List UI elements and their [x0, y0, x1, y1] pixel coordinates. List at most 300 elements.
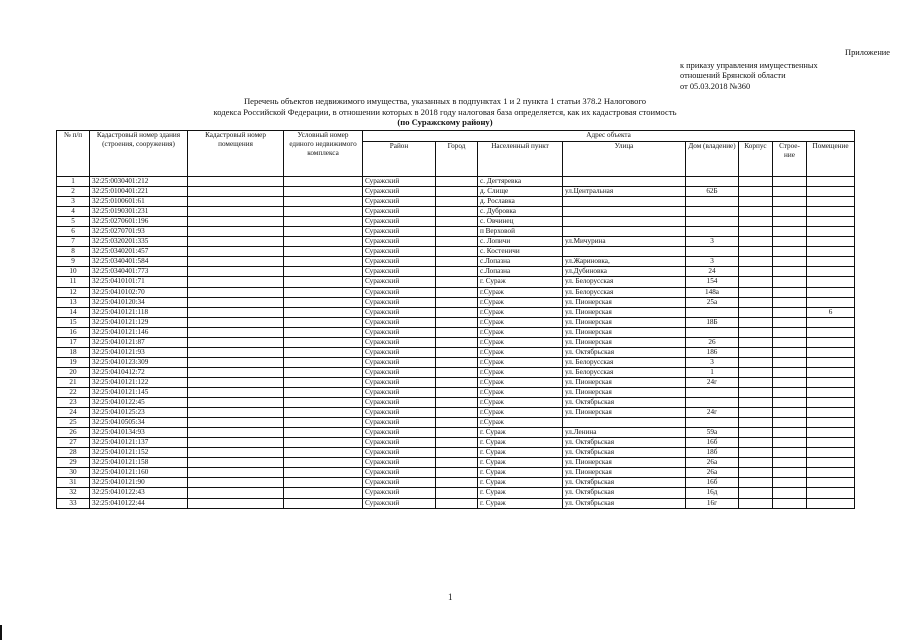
- table-cell: [563, 177, 686, 187]
- table-cell: [436, 367, 478, 377]
- table-cell: Суражский: [363, 498, 436, 508]
- header-district: Район: [363, 142, 436, 177]
- table-cell: [188, 337, 284, 347]
- table-cell: [807, 317, 855, 327]
- table-cell: [188, 387, 284, 397]
- table-cell: 26а: [686, 458, 739, 468]
- table-cell: [436, 387, 478, 397]
- table-cell: [807, 327, 855, 337]
- table-cell: [436, 357, 478, 367]
- table-cell: [284, 257, 363, 267]
- table-cell: [773, 247, 807, 257]
- table-cell: 11: [57, 277, 90, 287]
- table-cell: г. Сураж: [478, 468, 563, 478]
- table-cell: [773, 398, 807, 408]
- table-cell: Суражский: [363, 297, 436, 307]
- table-cell: ул.Мичурина: [563, 237, 686, 247]
- table-cell: 32:25:0410121:137: [90, 438, 188, 448]
- table-cell: [807, 277, 855, 287]
- table-cell: [436, 257, 478, 267]
- table-cell: Суражский: [363, 217, 436, 227]
- table-cell: [188, 247, 284, 257]
- table-cell: [739, 237, 773, 247]
- table-cell: Суражский: [363, 468, 436, 478]
- table-cell: с.Лопазна: [478, 257, 563, 267]
- table-cell: [284, 207, 363, 217]
- table-cell: ул. Октябрьская: [563, 347, 686, 357]
- table-cell: 8: [57, 247, 90, 257]
- table-cell: [188, 187, 284, 197]
- table-cell: ул. Белорусская: [563, 277, 686, 287]
- table-cell: [807, 418, 855, 428]
- table-cell: [773, 317, 807, 327]
- table-cell: [188, 458, 284, 468]
- table-cell: г.Сураж: [478, 418, 563, 428]
- table-row: [57, 257, 855, 267]
- table-row: [57, 187, 855, 197]
- table-cell: [739, 418, 773, 428]
- table-cell: [739, 498, 773, 508]
- table-cell: [436, 327, 478, 337]
- table-cell: [188, 408, 284, 418]
- table-cell: [807, 187, 855, 197]
- table-cell: [436, 428, 478, 438]
- table-cell: [686, 247, 739, 257]
- table-cell: Суражский: [363, 387, 436, 397]
- table-cell: [284, 267, 363, 277]
- table-cell: 32:25:0410125:23: [90, 408, 188, 418]
- table-cell: [436, 247, 478, 257]
- table-cell: [284, 287, 363, 297]
- table-cell: [739, 458, 773, 468]
- table-cell: [773, 418, 807, 428]
- table-cell: г.Сураж: [478, 398, 563, 408]
- table-cell: 14: [57, 307, 90, 317]
- table-cell: [686, 307, 739, 317]
- table-cell: [188, 438, 284, 448]
- table-cell: [807, 227, 855, 237]
- table-cell: [739, 347, 773, 357]
- table-row: [57, 498, 855, 508]
- table-cell: [807, 177, 855, 187]
- table-cell: Суражский: [363, 398, 436, 408]
- table-cell: [807, 488, 855, 498]
- table-cell: ул.Центральная: [563, 187, 686, 197]
- document-subtitle: (по Суражскому району): [397, 117, 493, 127]
- table-cell: [686, 197, 739, 207]
- table-cell: [807, 357, 855, 367]
- table-row: [57, 337, 855, 347]
- table-cell: с. Дегтяревка: [478, 177, 563, 187]
- table-cell: 26: [57, 428, 90, 438]
- table-cell: 32:25:0410121:129: [90, 317, 188, 327]
- table-cell: [284, 197, 363, 207]
- table-cell: [773, 267, 807, 277]
- table-cell: ул. Пионерская: [563, 317, 686, 327]
- header-settlement: Населенный пункт: [478, 142, 563, 177]
- table-cell: 5: [57, 217, 90, 227]
- table-cell: 28: [57, 448, 90, 458]
- table-cell: 2: [57, 187, 90, 197]
- table-cell: [773, 428, 807, 438]
- table-cell: [686, 398, 739, 408]
- table-row: [57, 367, 855, 377]
- table-cell: [773, 207, 807, 217]
- table-cell: 29: [57, 458, 90, 468]
- table-cell: [686, 387, 739, 397]
- table-cell: 16б: [686, 478, 739, 488]
- table-cell: 32:25:0410121:87: [90, 337, 188, 347]
- table-cell: г.Сураж: [478, 357, 563, 367]
- table-cell: [773, 257, 807, 267]
- table-row: [57, 438, 855, 448]
- table-cell: [188, 237, 284, 247]
- table-cell: г. Сураж: [478, 448, 563, 458]
- table-cell: 10: [57, 267, 90, 277]
- table-row: [57, 398, 855, 408]
- table-cell: [188, 227, 284, 237]
- table-cell: [436, 197, 478, 207]
- table-cell: 186: [686, 347, 739, 357]
- page-number: 1: [448, 592, 453, 602]
- table-cell: [773, 448, 807, 458]
- table-cell: [739, 257, 773, 267]
- appendix-line: от 05.03.2018 №360: [680, 81, 751, 91]
- table-cell: 32:25:0410121:118: [90, 307, 188, 317]
- table-cell: [284, 398, 363, 408]
- table-cell: Суражский: [363, 448, 436, 458]
- table-cell: 3: [57, 197, 90, 207]
- table-cell: 27: [57, 438, 90, 448]
- table-cell: 25а: [686, 297, 739, 307]
- header-address: Адрес объекта: [363, 131, 855, 142]
- table-cell: [188, 307, 284, 317]
- table-cell: 32:25:0410121:93: [90, 347, 188, 357]
- table-cell: 32:25:0270601:196: [90, 217, 188, 227]
- table-cell: г. Сураж: [478, 498, 563, 508]
- table-cell: [739, 197, 773, 207]
- table-cell: 32:25:0410123:309: [90, 357, 188, 367]
- table-cell: [686, 177, 739, 187]
- table-cell: [563, 217, 686, 227]
- table-cell: [807, 438, 855, 448]
- table-cell: г. Сураж: [478, 277, 563, 287]
- table-cell: г. Сураж: [478, 438, 563, 448]
- header-num: № п/п: [57, 131, 90, 177]
- table-cell: ул. Белорусская: [563, 287, 686, 297]
- table-cell: 62Б: [686, 187, 739, 197]
- table-cell: [284, 448, 363, 458]
- table-cell: [284, 347, 363, 357]
- table-cell: 26а: [686, 468, 739, 478]
- table-cell: [773, 347, 807, 357]
- property-table: [56, 130, 855, 509]
- table-cell: Суражский: [363, 227, 436, 237]
- table-cell: Суражский: [363, 347, 436, 357]
- table-cell: ул. Октябрьская: [563, 398, 686, 408]
- table-cell: [773, 357, 807, 367]
- table-cell: ул. Октябрьская: [563, 498, 686, 508]
- table-cell: [436, 217, 478, 227]
- table-cell: [188, 347, 284, 357]
- table-cell: [807, 478, 855, 488]
- table-cell: [739, 327, 773, 337]
- header-complex-number: Условный номер единого недвижимого комплекса: [284, 131, 363, 177]
- table-row: [57, 247, 855, 257]
- table-cell: Суражский: [363, 418, 436, 428]
- table-cell: 32:25:0410102:70: [90, 287, 188, 297]
- table-cell: [188, 418, 284, 428]
- table-cell: 17: [57, 337, 90, 347]
- table-cell: [436, 227, 478, 237]
- table-row: [57, 428, 855, 438]
- table-cell: [773, 438, 807, 448]
- table-cell: [807, 408, 855, 418]
- table-cell: [739, 307, 773, 317]
- table-cell: [739, 428, 773, 438]
- table-row: [57, 277, 855, 287]
- table-cell: [739, 297, 773, 307]
- table-cell: с. Овчинец: [478, 217, 563, 227]
- table-row: [57, 478, 855, 488]
- table-cell: [284, 418, 363, 428]
- table-cell: 32:25:0410121:160: [90, 468, 188, 478]
- table-cell: ул. Белорусская: [563, 367, 686, 377]
- table-cell: 32:25:0100601:61: [90, 197, 188, 207]
- table-row: [57, 327, 855, 337]
- header-house: Дом (владение): [686, 142, 739, 177]
- table-cell: 32:25:0410121:158: [90, 458, 188, 468]
- table-cell: [807, 207, 855, 217]
- table-cell: [686, 207, 739, 217]
- table-cell: 32:25:0410121:152: [90, 448, 188, 458]
- table-cell: 33: [57, 498, 90, 508]
- table-cell: [563, 418, 686, 428]
- table-cell: [807, 287, 855, 297]
- table-cell: Суражский: [363, 207, 436, 217]
- table-cell: [284, 317, 363, 327]
- table-cell: 32:25:0410121:90: [90, 478, 188, 488]
- table-cell: [188, 448, 284, 458]
- table-cell: [773, 498, 807, 508]
- table-cell: Суражский: [363, 317, 436, 327]
- table-cell: [807, 297, 855, 307]
- table-cell: [773, 187, 807, 197]
- table-cell: [686, 227, 739, 237]
- table-cell: 26: [686, 337, 739, 347]
- table-cell: [436, 458, 478, 468]
- table-cell: 16г: [686, 498, 739, 508]
- table-cell: 32:25:0340201:457: [90, 247, 188, 257]
- table-cell: ул. Октябрьская: [563, 478, 686, 488]
- table-cell: [773, 377, 807, 387]
- table-cell: [436, 307, 478, 317]
- table-cell: [739, 478, 773, 488]
- table-cell: [436, 478, 478, 488]
- table-cell: [284, 478, 363, 488]
- table-cell: г.Сураж: [478, 297, 563, 307]
- table-cell: Суражский: [363, 287, 436, 297]
- table-row: [57, 377, 855, 387]
- table-cell: с. Костеничи: [478, 247, 563, 257]
- table-cell: [773, 468, 807, 478]
- table-row: [57, 317, 855, 327]
- table-cell: 16: [57, 327, 90, 337]
- table-cell: 24: [686, 267, 739, 277]
- table-cell: [739, 468, 773, 478]
- table-cell: [739, 387, 773, 397]
- table-cell: [807, 247, 855, 257]
- table-cell: [284, 377, 363, 387]
- table-cell: 18: [57, 347, 90, 357]
- table-cell: [773, 217, 807, 227]
- table-cell: [284, 387, 363, 397]
- table-cell: [686, 217, 739, 227]
- table-cell: [188, 498, 284, 508]
- table-cell: [188, 488, 284, 498]
- table-cell: 1: [57, 177, 90, 187]
- scan-edge-mark: [0, 625, 2, 640]
- table-cell: г. Сураж: [478, 478, 563, 488]
- table-cell: 32:25:0410122:45: [90, 398, 188, 408]
- table-cell: [436, 277, 478, 287]
- table-cell: Суражский: [363, 488, 436, 498]
- table-cell: Суражский: [363, 267, 436, 277]
- table-cell: 4: [57, 207, 90, 217]
- table-cell: [284, 468, 363, 478]
- table-cell: [739, 267, 773, 277]
- table-row: [57, 347, 855, 357]
- table-cell: 32:25:0410121:146: [90, 327, 188, 337]
- table-cell: Суражский: [363, 438, 436, 448]
- table-cell: Суражский: [363, 237, 436, 247]
- table-cell: [284, 428, 363, 438]
- table-cell: г. Сураж: [478, 488, 563, 498]
- table-cell: [188, 428, 284, 438]
- table-cell: Суражский: [363, 257, 436, 267]
- table-cell: [739, 177, 773, 187]
- table-cell: [686, 327, 739, 337]
- table-cell: 6: [57, 227, 90, 237]
- table-cell: 3: [686, 257, 739, 267]
- table-cell: 59а: [686, 428, 739, 438]
- table-cell: 21: [57, 377, 90, 387]
- table-cell: 32:25:0340401:584: [90, 257, 188, 267]
- table-cell: 32:25:0410121:122: [90, 377, 188, 387]
- table-cell: [739, 398, 773, 408]
- table-cell: [188, 177, 284, 187]
- table-row: [57, 408, 855, 418]
- table-cell: Суражский: [363, 187, 436, 197]
- table-cell: [739, 287, 773, 297]
- table-cell: 7: [57, 237, 90, 247]
- table-cell: Суражский: [363, 247, 436, 257]
- table-cell: ул.Жариновка,: [563, 257, 686, 267]
- table-cell: г.Сураж: [478, 287, 563, 297]
- table-cell: г. Сураж: [478, 428, 563, 438]
- table-cell: [436, 398, 478, 408]
- table-cell: [739, 337, 773, 347]
- table-cell: ул. Октябрьская: [563, 448, 686, 458]
- table-cell: 32:25:0340401:773: [90, 267, 188, 277]
- table-cell: г.Сураж: [478, 367, 563, 377]
- table-cell: [807, 398, 855, 408]
- table-cell: 24г: [686, 408, 739, 418]
- table-cell: [807, 387, 855, 397]
- table-cell: [773, 327, 807, 337]
- table-cell: [188, 267, 284, 277]
- table-row: [57, 287, 855, 297]
- table-cell: [284, 217, 363, 227]
- table-cell: 32:25:0270701:93: [90, 227, 188, 237]
- table-cell: Суражский: [363, 337, 436, 347]
- table-cell: [563, 247, 686, 257]
- table-row: [57, 307, 855, 317]
- table-cell: [773, 337, 807, 347]
- table-cell: [686, 418, 739, 428]
- table-cell: 154: [686, 277, 739, 287]
- table-row: [57, 488, 855, 498]
- table-row: [57, 468, 855, 478]
- document-title: [120, 96, 770, 128]
- table-cell: Суражский: [363, 377, 436, 387]
- table-cell: [188, 217, 284, 227]
- title-line: Перечень объектов недвижимого имущества, указанных в подпунктах 1 и 2 пункта 1 статьи 378.2 Налогового: [243, 96, 647, 106]
- table-cell: [739, 247, 773, 257]
- table-cell: [188, 287, 284, 297]
- table-row: [57, 227, 855, 237]
- table-cell: [436, 347, 478, 357]
- table-cell: с. Лопичи: [478, 237, 563, 247]
- table-cell: 32:25:0410412:72: [90, 367, 188, 377]
- table-cell: 32:25:0410101:71: [90, 277, 188, 287]
- table-cell: [807, 377, 855, 387]
- table-cell: [284, 237, 363, 247]
- table-cell: 20: [57, 367, 90, 377]
- table-cell: Суражский: [363, 367, 436, 377]
- table-cell: [436, 237, 478, 247]
- table-cell: ул. Пионерская: [563, 307, 686, 317]
- table-cell: [284, 337, 363, 347]
- table-cell: [284, 277, 363, 287]
- table-cell: с. Дубровка: [478, 207, 563, 217]
- table-cell: [773, 177, 807, 187]
- table-cell: [563, 207, 686, 217]
- appendix-block: [680, 48, 890, 92]
- table-cell: [188, 277, 284, 287]
- table-cell: 32:25:0410122:43: [90, 488, 188, 498]
- table-cell: 32: [57, 488, 90, 498]
- table-cell: [739, 438, 773, 448]
- table-cell: 32:25:0100401:221: [90, 187, 188, 197]
- table-cell: [284, 177, 363, 187]
- table-cell: [807, 217, 855, 227]
- table-cell: [773, 287, 807, 297]
- table-cell: [436, 287, 478, 297]
- table-cell: 3: [686, 237, 739, 247]
- table-cell: г.Сураж: [478, 327, 563, 337]
- appendix-title: Приложение: [845, 48, 890, 57]
- table-cell: 32:25:0190301:231: [90, 207, 188, 217]
- table-cell: 24г: [686, 377, 739, 387]
- table-cell: 32:25:0410505:34: [90, 418, 188, 428]
- table-cell: [739, 448, 773, 458]
- table-cell: [284, 357, 363, 367]
- table-cell: [284, 327, 363, 337]
- table-cell: [188, 257, 284, 267]
- table-cell: [284, 307, 363, 317]
- table-cell: [739, 317, 773, 327]
